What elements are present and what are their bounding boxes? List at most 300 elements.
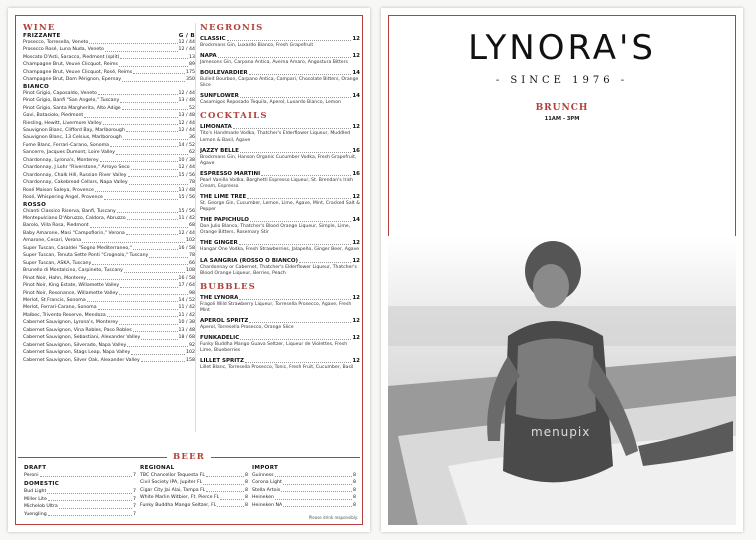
dot-leader: [120, 54, 188, 59]
dot-leader: [84, 112, 177, 117]
dot-leader: [89, 39, 177, 44]
cocktail-description: Funky Buddha Mango Guava Seltzer, Liqueur de Violettes, Fresh Lime, Blueberries: [200, 341, 348, 354]
item-name: Champagne Brut, Veuve Clicquot, Reims: [23, 62, 118, 68]
item-name: Bud Light: [24, 489, 47, 495]
menu-item: [23, 304, 195, 311]
item-price: 15 / 56: [178, 195, 195, 201]
cocktails-column: [200, 23, 360, 374]
wine-group-name: BIANCO: [23, 83, 50, 90]
menu-item: [23, 245, 195, 252]
item-price: 12: [352, 194, 360, 201]
brunch-heading: BRUNCH: [535, 103, 589, 113]
dot-leader: [275, 472, 352, 477]
item-name: CLASSIC: [200, 36, 226, 42]
item-name: White Marlin Witbier, Ft. Pierce FL: [140, 495, 220, 501]
dot-leader: [141, 334, 177, 339]
cocktail-description: St. George Gin, Cucumber, Lemon, Lime, Agave, Mint, Cracked Salt & Pepper: [200, 201, 360, 213]
menu-item: [252, 502, 356, 509]
dot-leader: [245, 357, 351, 363]
menu-item: [252, 479, 356, 486]
item-name: Pinot Grigio, Banfi "San Angelo," Tuscany: [23, 98, 120, 104]
beer-group-name: DOMESTIC: [24, 481, 60, 488]
menu-page-left: [8, 8, 370, 532]
item-price: 10 / 38: [178, 157, 195, 163]
item-name: Miller Lite: [24, 496, 47, 502]
item-price: 36: [189, 135, 195, 141]
dot-leader: [98, 90, 178, 95]
dot-leader: [240, 147, 351, 153]
item-name: Cabernet Sauvignon, Silver Oak, Alexander Valley: [23, 357, 140, 363]
item-price: 102: [186, 238, 195, 244]
dot-leader: [117, 208, 178, 213]
item-name: Pinot Noir, Hahn, Monterey: [23, 275, 87, 281]
cocktail-description: Bulleit Bourbon, Carpano Antica, Campari, Chocolate Bitters, Orange Slice: [200, 77, 359, 89]
dot-leader: [203, 479, 244, 484]
item-price: 16: [352, 147, 360, 154]
item-name: Chianti Classico Riserva, Banfi, Tuscany: [23, 208, 116, 214]
dot-leader: [283, 479, 352, 484]
item-price: 11 / 42: [178, 305, 195, 311]
dot-leader: [40, 472, 133, 477]
dot-leader: [220, 494, 244, 499]
menu-item: [200, 317, 360, 325]
dot-leader: [217, 502, 244, 507]
dot-leader: [120, 282, 177, 287]
item-price: 14: [352, 217, 360, 224]
menu-item: [23, 97, 195, 104]
menu-item: [200, 193, 360, 201]
vintage-boat-photo: [388, 236, 736, 525]
dot-leader: [227, 35, 352, 41]
menu-item: [23, 39, 195, 46]
item-price: 12: [352, 358, 360, 365]
beer-heading: [18, 452, 360, 462]
item-price: 66: [189, 260, 195, 266]
item-price: 11 / 42: [178, 312, 195, 318]
item-name: Rosé Maison Saleya, Provence: [23, 187, 94, 193]
dot-leader: [206, 472, 244, 477]
menu-item: [252, 494, 356, 501]
dot-leader: [124, 267, 185, 272]
dot-leader: [95, 187, 178, 192]
item-name: ESPRESSO MARTINI: [200, 170, 261, 177]
item-price: 8: [245, 495, 248, 501]
item-price: 8: [245, 473, 248, 478]
item-price: 68: [189, 223, 195, 229]
drink-responsibly-note: Please drink responsibly.: [308, 515, 358, 520]
item-name: Stella Artois: [252, 487, 281, 493]
item-price: 16: [352, 170, 360, 177]
menu-item: [23, 157, 195, 164]
cocktail-item: [200, 334, 360, 354]
item-price: 12: [352, 294, 360, 301]
item-price: 13 / 48: [178, 113, 195, 119]
dot-leader: [249, 69, 352, 75]
item-name: THE GINGER: [200, 240, 238, 247]
wine-section: [23, 23, 195, 364]
menu-item: [23, 327, 195, 334]
item-price: 16 / 58: [178, 275, 195, 281]
dot-leader: [233, 123, 352, 129]
cocktail-item: [200, 52, 360, 66]
menu-item: [252, 487, 356, 494]
menu-item: [23, 54, 195, 61]
beer-group-name: IMPORT: [252, 465, 279, 471]
cocktail-description: Chardonnay or Cabernet, Thatcher's Elderflower Liqueur, Thatcher's Blood Orange Liqueur, Berries, Peach: [200, 264, 357, 276]
menu-item: [23, 297, 195, 304]
dot-leader: [122, 76, 185, 81]
cocktail-description: Hangar One Vodka, Fresh Strawberries, Jalapeño, Ginger Beer, Agave: [200, 247, 360, 253]
dot-leader: [141, 357, 185, 362]
dot-leader: [123, 134, 188, 139]
menu-item: [24, 511, 136, 518]
menu-item: [23, 46, 195, 53]
menu-page-right: [381, 8, 743, 532]
since-tagline: - SINCE 1976 -: [495, 75, 629, 86]
item-name: TBC Chancellor Tequesta FL: [140, 473, 205, 478]
item-name: Chardonnay, Lyrona's, Monterey: [23, 157, 99, 163]
item-name: Peroni: [24, 473, 39, 478]
cocktail-item: [200, 123, 360, 143]
item-price: 78: [189, 253, 195, 259]
menu-item: [23, 172, 195, 179]
dot-leader: [92, 260, 188, 265]
item-name: Sauvignon Blanc, Clifford Bay, Marlborough: [23, 127, 125, 133]
item-name: Cabernet Sauvignon, Vina Robles, Paso Robles: [23, 327, 132, 333]
item-price: 7: [133, 504, 136, 510]
menu-item: [200, 147, 360, 155]
dot-leader: [122, 105, 188, 110]
dot-leader: [119, 61, 188, 66]
menu-item: [23, 215, 195, 222]
item-name: Super Tuscan, ASKA, Tuscany: [23, 260, 92, 266]
item-price: 98: [189, 290, 195, 296]
dot-leader: [133, 245, 178, 250]
beer-column-3: [252, 465, 356, 509]
menu-item: [23, 349, 195, 356]
beer-column-2: [140, 465, 248, 509]
cocktail-item: [200, 35, 360, 49]
dot-leader: [240, 334, 351, 340]
cocktail-description: Aperol, Torresella Prosecco, Orange Slice: [200, 324, 294, 330]
menu-item: [23, 179, 195, 186]
item-name: Merlot, St Francis, Sonoma: [23, 297, 86, 303]
item-price: 78: [189, 180, 195, 186]
item-price: 12 / 44: [178, 90, 195, 96]
item-price: 175: [186, 69, 195, 75]
item-name: Merlot, Ferrari-Carano, Sonoma: [23, 305, 97, 311]
item-price: 13: [189, 54, 195, 60]
menu-item: [23, 342, 195, 349]
item-price: 14: [352, 70, 360, 77]
item-price: 12 / 44: [178, 230, 195, 236]
menu-item: [23, 76, 195, 83]
menu-item: [200, 52, 360, 60]
restaurant-logo: LYNORA'S: [468, 28, 656, 68]
column-divider: [195, 23, 196, 432]
menu-item: [24, 496, 136, 503]
item-name: THE PAPICHULO: [200, 217, 249, 224]
item-price: 13 / 48: [178, 327, 195, 333]
dot-leader: [149, 252, 188, 257]
menu-item: [23, 357, 195, 364]
menu-item: [200, 257, 360, 265]
item-name: Prosecco, Torresella, Veneto: [23, 40, 89, 45]
cocktail-item: [200, 193, 360, 213]
menu-item: [200, 294, 360, 302]
item-name: Cabernet Sauvignon, Silverado, Napa Valley: [23, 342, 127, 348]
item-name: Chardonnay, Cakebread Cellars, Napa Valley: [23, 180, 128, 186]
item-name: Amarone, Cesari, Verona: [23, 238, 82, 244]
menu-item: [252, 472, 356, 479]
menu-item: [23, 252, 195, 259]
dot-leader: [261, 170, 351, 176]
dot-leader: [249, 317, 351, 323]
item-name: Gavi, Batasiolo, Piedmont: [23, 113, 84, 119]
item-price: 7: [133, 511, 136, 517]
item-name: Super Tuscan, Casaldei "Sogno Mediterraneo,": [23, 245, 132, 251]
menu-item: [23, 267, 195, 274]
item-name: Brunello di Montalcino, Carpineto, Tuscany: [23, 268, 123, 274]
cocktail-description: Casamigos Reposado Tequila, Aperol, Luxardo Bianco, Lemon: [200, 100, 341, 106]
menu-item: [23, 275, 195, 282]
dot-leader: [116, 149, 188, 154]
item-price: 102: [186, 350, 195, 356]
menu-item: [200, 35, 360, 43]
item-price: 12: [352, 36, 360, 42]
item-name: Pinot Grigio, Caposaldo, Veneto: [23, 90, 97, 96]
item-name: Chardonnay, Chalk Hill, Russian River Valley: [23, 172, 127, 178]
menu-item: [140, 472, 248, 479]
item-price: 8: [353, 487, 356, 493]
menu-item: [23, 187, 195, 194]
menu-item: [140, 494, 248, 501]
dot-leader: [239, 239, 352, 245]
item-price: 8: [353, 480, 356, 486]
menu-item: [23, 222, 195, 229]
item-price: 12 / 44: [178, 120, 195, 126]
cocktail-item: [200, 357, 360, 371]
watermark: menupix: [531, 425, 591, 439]
item-name: Moscato D'Asti, Saracco, Piedmont (split): [23, 54, 120, 60]
item-price: 17 / 64: [178, 283, 195, 289]
cocktail-description: Lillet Blanc, Torresella Prosecco, Tonic, Fresh Fruit, Cucumber, Basil: [200, 365, 354, 371]
wine-title: WINE: [23, 23, 56, 33]
item-price: 62: [189, 150, 195, 156]
menu-item: [23, 105, 195, 112]
item-price: 12: [352, 240, 360, 247]
item-price: 89: [189, 62, 195, 68]
dot-leader: [126, 127, 178, 132]
menu-item: [140, 487, 248, 494]
item-price: 12: [352, 334, 360, 341]
menu-item: [23, 194, 195, 201]
item-name: THE LYNORA: [200, 294, 239, 301]
menu-item: [23, 134, 195, 141]
dot-leader: [100, 157, 178, 162]
item-name: Super Tuscan, Tenuta Sette Ponti "Crognolo," Tuscany: [23, 253, 149, 259]
dot-leader: [283, 502, 352, 507]
cocktail-item: [200, 147, 360, 167]
menu-item: [24, 488, 136, 495]
dot-leader: [250, 216, 351, 222]
item-price: 8: [353, 473, 356, 478]
item-name: Pinot Noir, King Estate, Willamette Valley: [23, 283, 120, 289]
item-name: LILLET SPRITZ: [200, 358, 244, 365]
item-price: 12: [352, 317, 360, 324]
dot-leader: [133, 69, 185, 74]
dot-leader: [281, 487, 352, 492]
menu-item: [200, 357, 360, 365]
menu-item: [23, 208, 195, 215]
item-name: Cabernet Sauvignon, Sebastiani, Alexander Valley: [23, 335, 141, 341]
item-price: 13 / 48: [178, 98, 195, 104]
item-name: Heineken: [252, 495, 274, 501]
dot-leader: [126, 230, 178, 235]
cocktail-item: [200, 239, 360, 253]
item-name: Corona Light: [252, 480, 282, 486]
menu-item: [23, 61, 195, 68]
item-price: 52: [189, 105, 195, 111]
item-name: Guinness: [252, 473, 274, 478]
item-price: 8: [353, 495, 356, 501]
item-name: Cigar City Jai Alai, Tampa FL: [140, 487, 206, 493]
item-price: 350: [186, 77, 195, 83]
menu-item: [200, 334, 360, 342]
item-name: JAZZY BELLE: [200, 147, 239, 154]
item-price: 15 / 56: [178, 172, 195, 178]
dot-leader: [48, 511, 132, 516]
item-name: LIMONATA: [200, 124, 232, 131]
dot-leader: [275, 494, 352, 499]
item-price: 108: [186, 268, 195, 274]
item-price: 158: [186, 357, 195, 363]
item-name: BOULEVARDIER: [200, 70, 248, 77]
dot-leader: [48, 496, 132, 501]
dot-leader: [82, 237, 185, 242]
menu-item: [200, 69, 360, 77]
cocktail-item: [200, 69, 360, 89]
dot-leader: [119, 290, 188, 295]
menu-item: [24, 472, 136, 479]
cocktail-item: [200, 317, 360, 331]
item-price: 12 / 44: [178, 127, 195, 133]
item-price: 14: [352, 93, 360, 100]
item-name: Cabernet Sauvignon, Stags Leap, Napa Valley: [23, 350, 131, 356]
item-name: Champagne Brut, Dom Pérignon, Epernay: [23, 77, 122, 83]
item-price: 8: [353, 502, 356, 508]
item-name: APEROL SPRITZ: [200, 317, 249, 324]
dot-leader: [119, 319, 178, 324]
item-price: 7: [133, 489, 136, 495]
menu-item: [23, 164, 195, 171]
item-price: 7: [133, 496, 136, 502]
wine-group-name: FRIZZANTE: [23, 33, 61, 39]
menu-item: [23, 334, 195, 341]
dot-leader: [87, 275, 177, 280]
item-price: 12 / 44: [178, 165, 195, 171]
menu-item: [200, 170, 360, 178]
item-name: Malbec, Trivento Reserve, Mendoza: [23, 312, 106, 318]
boat-photo-image: [388, 236, 736, 525]
dot-leader: [103, 120, 178, 125]
cocktail-item: [200, 257, 360, 277]
item-name: Pinot Grigio, Santa Margherita, Alto Adige: [23, 105, 121, 111]
menu-item: [23, 149, 195, 156]
dot-leader: [59, 503, 132, 508]
item-name: Montepulciano D'Abruzzo, Caldora, Abruzzo: [23, 215, 126, 221]
cocktail-description: Fragoli Wild Strawberry Liqueur, Torresella Prosecco, Agave, Fresh Mint: [200, 301, 352, 313]
dot-leader: [247, 193, 351, 199]
item-price: 92: [189, 342, 195, 348]
dot-leader: [133, 327, 178, 332]
dot-leader: [128, 172, 178, 177]
dot-leader: [107, 312, 178, 317]
item-price: 12: [352, 124, 360, 131]
dot-leader: [98, 304, 178, 309]
cocktail-description: Brockmans Gin, Hanson Organic Cucumber Vodka, Fresh Grapefruit, Agave: [200, 154, 357, 166]
dot-leader: [240, 92, 352, 98]
item-price: 10 / 38: [178, 320, 195, 326]
menu-item: [23, 142, 195, 149]
item-name: THE LIME TREE: [200, 194, 247, 201]
item-name: Yuengling: [24, 511, 47, 517]
item-price: 12: [352, 53, 360, 60]
menu-item: [23, 290, 195, 297]
item-name: Barolo, Villa Rosa, Piedmont: [23, 223, 89, 229]
wine-group-name: ROSSO: [23, 201, 47, 208]
item-name: Riesling, Hewitt, Livermore Valley: [23, 120, 102, 126]
dot-leader: [110, 142, 177, 147]
menu-item: [23, 260, 195, 267]
item-name: Michelob Ultra: [24, 504, 58, 510]
beer-group-name: DRAFT: [24, 465, 47, 471]
menu-item: [23, 127, 195, 134]
beer-title: BEER: [173, 452, 206, 462]
brunch-hours: 11AM - 3PM: [544, 116, 580, 122]
item-name: Civil Society IPA, Jupiter FL: [140, 480, 203, 486]
dot-leader: [206, 487, 244, 492]
item-price: 8: [245, 480, 248, 486]
dot-leader: [129, 179, 188, 184]
item-price: 14 / 52: [178, 297, 195, 303]
cocktail-description: Jamesons Gin, Carpano Antica, Averna Amaro, Angostura Bitters: [200, 60, 348, 66]
menu-item: [23, 319, 195, 326]
item-name: NAPA: [200, 53, 217, 60]
cocktail-description: Don Julio Blanco, Thatcher's Blood Orange Liqueur, Simple, Lime, Orange Bitters, Rosemary Stir: [200, 224, 351, 236]
glass-bottle-label: G / B: [178, 33, 195, 39]
item-name: Heineken NA: [252, 502, 283, 508]
dot-leader: [299, 257, 351, 263]
dot-leader: [239, 294, 351, 300]
cocktail-item: [200, 92, 360, 106]
dot-leader: [127, 342, 188, 347]
menu-item: [23, 69, 195, 76]
item-name: Chardonnay, J Lohr "Riverstone," Arroyo Seco: [23, 165, 130, 171]
cocktail-description: Brockmans Gin, Luxardo Bianco, Fresh Grapefruit: [200, 43, 314, 48]
item-name: Rosé, Whispering Angel, Provence: [23, 195, 103, 201]
item-name: Baby Amarone, Masi "Campofiorin," Verona: [23, 230, 125, 236]
menu-item: [23, 237, 195, 244]
menu-item: [140, 502, 248, 509]
dot-leader: [47, 488, 132, 493]
item-price: 12 / 44: [178, 47, 195, 53]
item-price: 12 / 44: [178, 40, 195, 45]
dot-leader: [105, 46, 178, 51]
item-name: Sauvignon Blanc, 13 Celsius, Marlborough: [23, 135, 122, 141]
menu-item: [23, 90, 195, 97]
cocktail-item: [200, 294, 360, 314]
